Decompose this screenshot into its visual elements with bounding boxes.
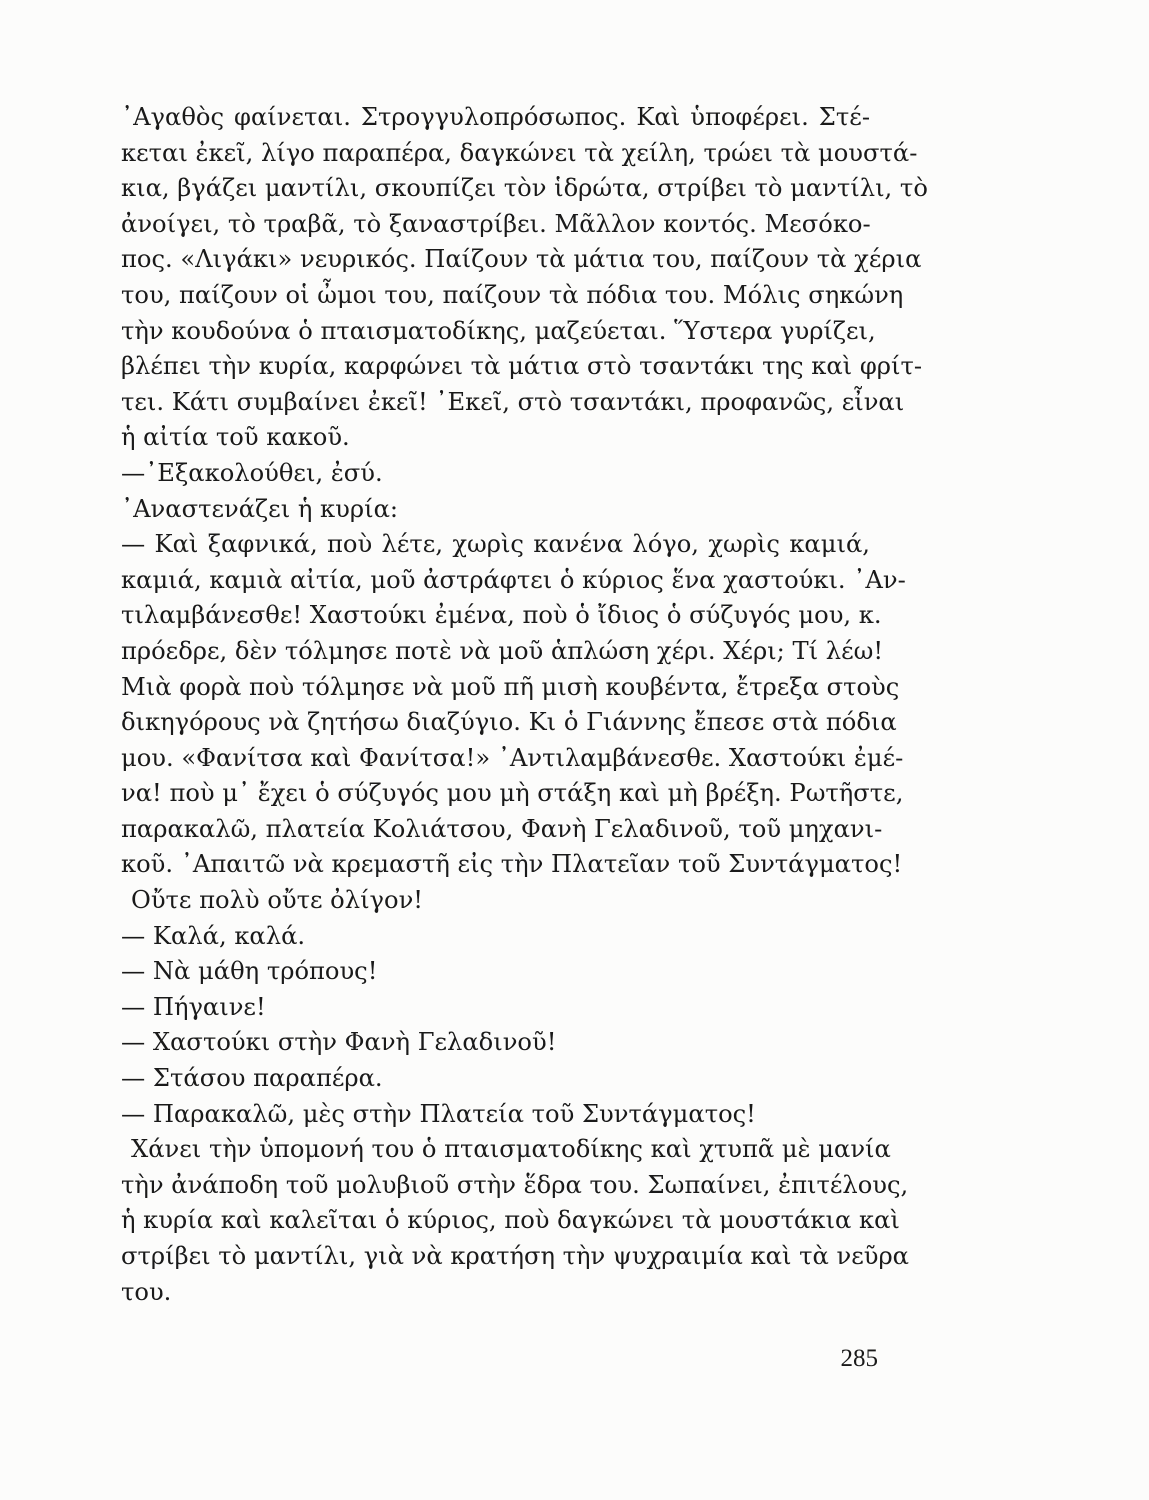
text-line: ᾿Αναστενάζει ἡ κυρία: bbox=[121, 494, 399, 523]
text-line: παρακαλῶ, πλατεία Κολιάτσου, Φανὴ Γελαδινοῦ, τοῦ μηχανι- bbox=[121, 814, 883, 843]
dialogue-line: — Νὰ μάθη τρόπους! bbox=[121, 957, 378, 986]
text-line: ἡ αἰτία τοῦ κακοῦ. bbox=[121, 423, 350, 452]
text-line: κια, βγάζει μαντίλι, σκουπίζει τὸν ἱδρώτα, στρίβει τὸ μαντίλι, τὸ bbox=[121, 174, 928, 203]
text-line: δικηγόρους νὰ ζητήσω διαζύγιο. Κι ὁ Γιάννης ἔπεσε στὰ πόδια bbox=[121, 708, 897, 737]
text-line: του, παίζουν οἱ ὦμοι του, παίζουν τὰ πόδια του. Μόλις σηκώνη bbox=[121, 280, 904, 309]
text-line: στρίβει τὸ μαντίλι, γιὰ νὰ κρατήση τὴν ψυχραιμία καὶ τὰ νεῦρα bbox=[121, 1242, 910, 1270]
dialogue-line: — Καλά, καλά. bbox=[121, 921, 306, 950]
text-line: τιλαμβάνεσθε! Χαστούκι ἐμένα, ποὺ ὁ ἴδιος ὁ σύζυγός μου, κ. bbox=[121, 601, 882, 630]
dialogue-line: — Χαστούκι στὴν Φανὴ Γελαδινοῦ! bbox=[121, 1028, 557, 1057]
text-line: μου. «Φανίτσα καὶ Φανίτσα!» ᾿Αντιλαμβάνεσθε. Χαστούκι ἐμέ- bbox=[121, 743, 904, 772]
text-line: τὴν ἀνάποδη τοῦ μολυβιοῦ στὴν ἕδρα του. Σωπαίνει, ἐπιτέλους, bbox=[121, 1170, 909, 1199]
body-text bbox=[121, 100, 928, 1310]
dialogue-line: —᾿Εξακολούθει, ἐσύ. bbox=[121, 458, 383, 487]
text-line: Μιὰ φορὰ ποὺ τόλμησε νὰ μοῦ πῆ μισὴ κουβέντα, ἔτρεξα στοὺς bbox=[121, 672, 900, 701]
text-line: κοῦ. ᾿Απαιτῶ νὰ κρεμαστῆ εἰς τὴν Πλατεῖαν τοῦ Συντάγματος! bbox=[121, 850, 903, 879]
text-line: να! ποὺ μ᾿ ἔχει ὁ σύζυγός μου μὴ στάξη καὶ μὴ βρέξη. Ρωτῆστε, bbox=[121, 779, 904, 808]
text-line: ἡ κυρία καὶ καλεῖται ὁ κύριος, ποὺ δαγκώνει τὰ μουστάκια καὶ bbox=[121, 1206, 900, 1235]
text-line: ᾿Αγαθὸς φαίνεται. Στρογγυλοπρόσωπος. Καὶ ὑποφέρει. Στέ- bbox=[121, 103, 870, 131]
text-line: τὴν κουδούνα ὁ πταισματοδίκης, μαζεύεται. Ὕστερα γυρίζει, bbox=[121, 316, 876, 345]
text-line: τει. Κάτι συμβαίνει ἐκεῖ! ᾿Εκεῖ, στὸ τσαντάκι, προφανῶς, εἶναι bbox=[121, 387, 905, 416]
text-line: πος. «Λιγάκι» νευρικός. Παίζουν τὰ μάτια του, παίζουν τὰ χέρια bbox=[121, 245, 922, 274]
text-line: ἀνοίγει, τὸ τραβᾶ, τὸ ξαναστρίβει. Μᾶλλον κοντός. Μεσόκο- bbox=[121, 209, 871, 238]
text-line: κεται ἐκεῖ, λίγο παραπέρα, δαγκώνει τὰ χείλη, τρώει τὰ μουστά- bbox=[121, 138, 918, 167]
text-line: Οὔτε πολὺ οὔτε ὀλίγον! bbox=[131, 886, 423, 915]
dialogue-line: — Καὶ ξαφνικά, ποὺ λέτε, χωρὶς κανένα λόγο, χωρὶς καμιά, bbox=[121, 530, 870, 559]
text-line: του. bbox=[121, 1277, 172, 1306]
text-line: πρόεδρε, δὲν τόλμησε ποτὲ νὰ μοῦ ἁπλώση χέρι. Χέρι; Τί λέω! bbox=[121, 636, 884, 665]
dialogue-line: — Στάσου παραπέρα. bbox=[121, 1064, 383, 1093]
text-line: βλέπει τὴν κυρία, καρφώνει τὰ μάτια στὸ τσαντάκι της καὶ φρίτ- bbox=[121, 352, 923, 381]
page-number: 285 bbox=[840, 1345, 878, 1372]
dialogue-line: — Παρακαλῶ, μὲς στὴν Πλατεία τοῦ Συντάγματος! bbox=[121, 1099, 756, 1128]
dialogue-line: — Πήγαινε! bbox=[121, 992, 266, 1021]
text-line: Χάνει τὴν ὑπομονή του ὁ πταισματοδίκης καὶ χτυπᾶ μὲ μανία bbox=[131, 1135, 891, 1164]
text-line: καμιά, καμιὰ αἰτία, μοῦ ἀστράφτει ὁ κύριος ἕνα χαστούκι. ᾿Αν- bbox=[121, 565, 906, 594]
